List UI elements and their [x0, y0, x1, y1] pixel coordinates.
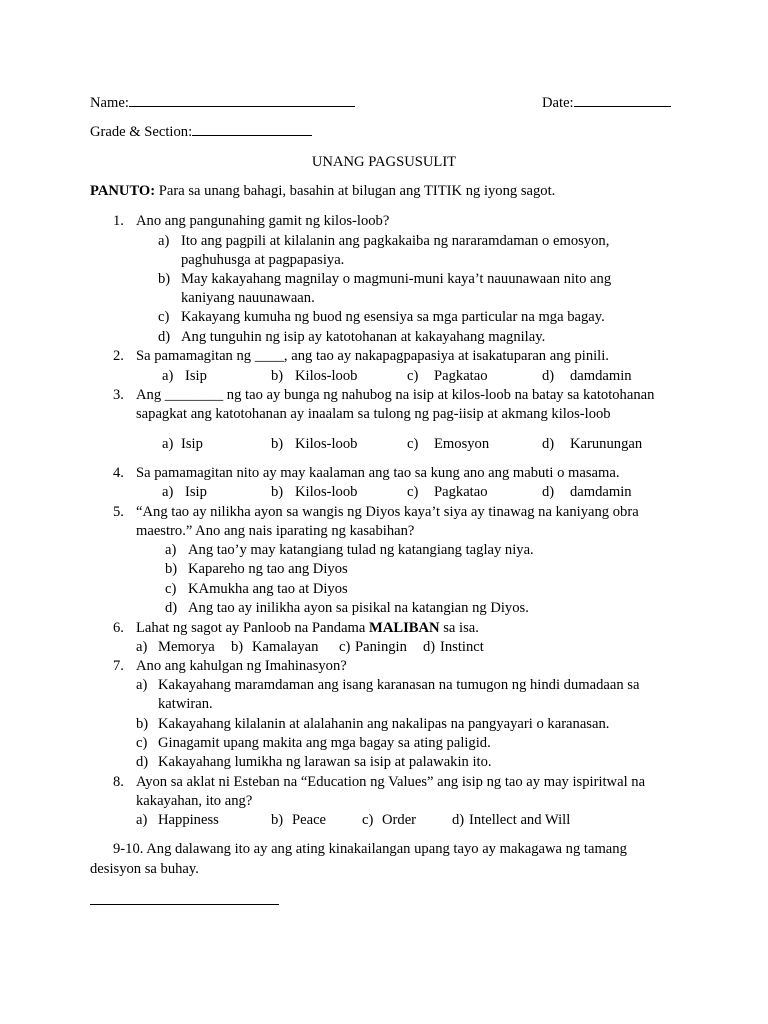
question-number: 6.: [113, 620, 124, 636]
option-text: kaniyang nauunawaan.: [181, 290, 315, 306]
instructions-text: Para sa unang bahagi, basahin at bilugan ang TITIK ng iyong sagot.: [155, 183, 556, 199]
option-text: Ginagamit upang makita ang mga bagay sa ating paligid.: [158, 735, 491, 751]
question-text: Ano ang kahulgan ng Imahinasyon?: [136, 658, 347, 674]
option-letter[interactable]: b): [231, 639, 244, 655]
question-text-pre: Lahat ng sagot ay Panloob na Pandama: [136, 620, 370, 636]
date-field: [542, 93, 671, 113]
option-letter[interactable]: a): [162, 484, 174, 500]
option-text: Kilos-loob: [295, 484, 358, 500]
question-text: sapagkat ang katotohanan ay inaalam sa tulong ng pag-iisip at akmang kilos-loob: [136, 406, 611, 422]
option-letter[interactable]: c): [407, 436, 419, 452]
option-letter[interactable]: d): [423, 639, 436, 655]
question-text: Ang ________ ng tao ay bunga ng nahubog na isip at kilos-loob na batay sa katotohanan: [136, 387, 655, 403]
option-text: May kakayahang magnilay o magmuni-muni kaya’t nauunawaan nito ang: [181, 271, 612, 287]
grade-section-label: Grade & Section:: [90, 124, 193, 140]
option-text: Pagkatao: [434, 368, 488, 384]
question-number: 5.: [113, 504, 124, 520]
option-text: Ang tunguhin ng isip ay katotohanan at kakayahang magnilay.: [181, 329, 546, 345]
option-text: Kakayahang lumikha ng larawan sa isip at palawakin ito.: [158, 754, 492, 770]
option-letter[interactable]: c): [165, 581, 177, 597]
question-text: Sa pamamagitan ng ____, ang tao ay nakapagpapasiya at isakatuparan ang pinili.: [136, 348, 609, 364]
option-text: paghuhusga at pagpapasiya.: [181, 252, 345, 268]
option-text: Isip: [185, 484, 207, 500]
option-text: Kilos-loob: [295, 368, 358, 384]
grade-section-blank[interactable]: [192, 122, 312, 136]
option-letter[interactable]: c): [339, 639, 351, 655]
option-text: Paningin: [355, 639, 407, 655]
option-letter[interactable]: d): [452, 812, 465, 828]
option-text: Ang tao ay inilikha ayon sa pisikal na katangian ng Diyos.: [188, 600, 529, 616]
option-letter[interactable]: c): [407, 484, 419, 500]
option-letter[interactable]: d): [158, 329, 171, 345]
option-text: katwiran.: [158, 696, 213, 712]
option-letter[interactable]: b): [271, 436, 284, 452]
option-text: Isip: [181, 436, 203, 452]
option-letter[interactable]: a): [136, 639, 148, 655]
name-blank[interactable]: [129, 93, 355, 107]
date-blank[interactable]: [574, 93, 671, 107]
question-number: 7.: [113, 658, 124, 674]
option-text: damdamin: [570, 368, 632, 384]
option-text: Kilos-loob: [295, 436, 358, 452]
option-text: Peace: [292, 812, 327, 828]
option-text: Isip: [185, 368, 207, 384]
question-text-post: sa isa.: [439, 620, 479, 636]
question-text: [136, 619, 479, 638]
option-text: Ang tao’y may katangiang tulad ng katangiang taglay niya.: [188, 542, 534, 558]
grade-section-field: [90, 122, 312, 142]
option-letter[interactable]: b): [158, 271, 171, 287]
option-text: Kakayang kumuha ng buod ng esensiya sa mga particular na mga bagay.: [181, 309, 605, 325]
question-text: Ayon sa aklat ni Esteban na “Education ng Values” ang isip ng tao ay may ispiritwal na: [136, 774, 646, 790]
option-letter[interactable]: c): [158, 309, 170, 325]
option-letter[interactable]: a): [162, 436, 174, 452]
option-letter[interactable]: b): [271, 484, 284, 500]
option-text: Kapareho ng tao ang Diyos: [188, 561, 348, 577]
option-letter[interactable]: a): [136, 812, 148, 828]
option-text: Karunungan: [570, 436, 643, 452]
option-text: Intellect and Will: [469, 812, 571, 828]
instructions: [90, 182, 555, 201]
option-letter[interactable]: d): [542, 436, 555, 452]
option-text: KAmukha ang tao at Diyos: [188, 581, 348, 597]
question-text: Ano ang pangunahing gamit ng kilos-loob?: [136, 213, 390, 229]
question-text: “Ang tao ay nilikha ayon sa wangis ng Diyos kaya’t siya ay tinawag na kaniyang obra: [136, 504, 639, 520]
option-text: Kakayahang kilalanin at alalahanin ang nakalipas na pangyayari o karanasan.: [158, 716, 610, 732]
option-letter[interactable]: c): [407, 368, 419, 384]
question-number: 4.: [113, 465, 124, 481]
question-text: desisyon sa buhay.: [90, 861, 199, 877]
instructions-label: PANUTO:: [90, 183, 156, 199]
option-text: Kakayahang maramdaman ang isang karanasan na tumugon ng hindi dumadaan sa: [158, 677, 640, 693]
option-letter[interactable]: b): [271, 812, 284, 828]
option-letter[interactable]: c): [362, 812, 374, 828]
option-letter[interactable]: d): [165, 600, 178, 616]
question-text: maestro.” Ano ang nais iparating ng kasabihan?: [136, 523, 415, 539]
option-letter[interactable]: c): [136, 735, 148, 751]
option-letter[interactable]: d): [542, 368, 555, 384]
option-letter[interactable]: a): [158, 233, 170, 249]
option-letter[interactable]: b): [165, 561, 178, 577]
option-text: Happiness: [158, 812, 219, 828]
option-text: Instinct: [440, 639, 484, 655]
name-field: [90, 93, 355, 113]
question-number: 3.: [113, 387, 124, 403]
option-text: Memorya: [158, 639, 215, 655]
option-letter[interactable]: a): [162, 368, 174, 384]
option-text: Emosyon: [434, 436, 490, 452]
question-text: kakayahan, ito ang?: [136, 793, 253, 809]
option-text: Kamalayan: [252, 639, 319, 655]
option-letter[interactable]: a): [136, 677, 148, 693]
question-number: 2.: [113, 348, 124, 364]
question-text-emphasis: MALIBAN: [369, 620, 440, 636]
option-letter[interactable]: b): [271, 368, 284, 384]
option-letter[interactable]: b): [136, 716, 149, 732]
option-letter[interactable]: d): [542, 484, 555, 500]
option-text: Order: [382, 812, 417, 828]
question-text: Sa pamamagitan nito ay may kaalaman ang tao sa kung ano ang mabuti o masama.: [136, 465, 620, 481]
option-text: Ito ang pagpili at kilalanin ang pagkakaiba ng nararamdaman o emosyon,: [181, 233, 610, 249]
option-text: Pagkatao: [434, 484, 488, 500]
option-letter[interactable]: d): [136, 754, 149, 770]
answer-line[interactable]: [90, 904, 279, 905]
option-text: damdamin: [570, 484, 632, 500]
option-letter[interactable]: a): [165, 542, 177, 558]
question-number: 1.: [113, 213, 124, 229]
question-number: 8.: [113, 774, 124, 790]
date-label: Date:: [542, 95, 574, 111]
question-text: 9-10. Ang dalawang ito ay ang ating kinakailangan upang tayo ay makagawa ng tamang: [113, 841, 627, 857]
name-label: Name:: [90, 95, 129, 111]
page-title: UNANG PAGSUSULIT: [311, 154, 457, 170]
